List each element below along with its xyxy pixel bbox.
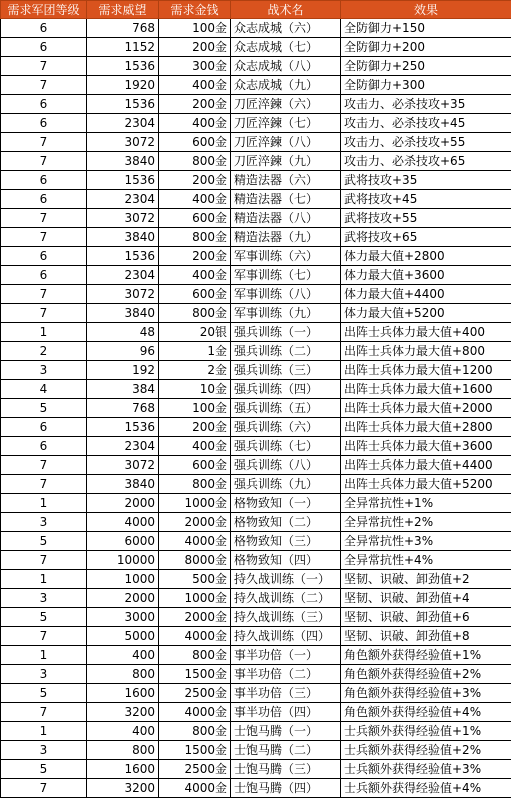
cell-legion-level: 7 bbox=[1, 76, 87, 95]
cell-prestige: 3200 bbox=[87, 703, 159, 722]
cell-money: 400金 bbox=[159, 190, 231, 209]
cell-tactic-name: 格物致知（四） bbox=[231, 551, 341, 570]
cell-prestige: 800 bbox=[87, 741, 159, 760]
table-row bbox=[1, 741, 511, 760]
cell-tactic-name: 精造法器（六） bbox=[231, 171, 341, 190]
cell-legion-level: 6 bbox=[1, 171, 87, 190]
cell-money: 1500金 bbox=[159, 665, 231, 684]
cell-prestige: 3840 bbox=[87, 228, 159, 247]
cell-tactic-name: 军事训练（八） bbox=[231, 285, 341, 304]
cell-effect: 体力最大值+5200 bbox=[341, 304, 511, 323]
cell-tactic-name: 军事训练（六） bbox=[231, 247, 341, 266]
table-row bbox=[1, 133, 511, 152]
cell-money: 400金 bbox=[159, 114, 231, 133]
table-row bbox=[1, 456, 511, 475]
cell-effect: 出阵士兵体力最大值+1600 bbox=[341, 380, 511, 399]
table-row bbox=[1, 646, 511, 665]
cell-tactic-name: 强兵训练（五） bbox=[231, 399, 341, 418]
cell-prestige: 3840 bbox=[87, 152, 159, 171]
cell-effect: 士兵额外获得经验值+3% bbox=[341, 760, 511, 779]
cell-legion-level: 7 bbox=[1, 475, 87, 494]
cell-money: 800金 bbox=[159, 646, 231, 665]
cell-money: 4000金 bbox=[159, 627, 231, 646]
cell-effect: 出阵士兵体力最大值+4400 bbox=[341, 456, 511, 475]
cell-money: 20银 bbox=[159, 323, 231, 342]
cell-effect: 全异常抗性+4% bbox=[341, 551, 511, 570]
cell-effect: 角色额外获得经验值+4% bbox=[341, 703, 511, 722]
table-row bbox=[1, 266, 511, 285]
cell-effect: 角色额外获得经验值+2% bbox=[341, 665, 511, 684]
cell-effect: 全异常抗性+2% bbox=[341, 513, 511, 532]
cell-money: 200金 bbox=[159, 38, 231, 57]
cell-money: 300金 bbox=[159, 57, 231, 76]
cell-legion-level: 3 bbox=[1, 513, 87, 532]
cell-tactic-name: 刀匠淬鍊（九） bbox=[231, 152, 341, 171]
cell-money: 600金 bbox=[159, 133, 231, 152]
cell-effect: 全防御力+200 bbox=[341, 38, 511, 57]
cell-prestige: 2304 bbox=[87, 437, 159, 456]
header-tactic-name: 战术名 bbox=[231, 1, 341, 19]
cell-legion-level: 5 bbox=[1, 684, 87, 703]
cell-effect: 全防御力+250 bbox=[341, 57, 511, 76]
cell-money: 500金 bbox=[159, 570, 231, 589]
table-row bbox=[1, 171, 511, 190]
cell-legion-level: 5 bbox=[1, 399, 87, 418]
cell-tactic-name: 刀匠淬鍊（六） bbox=[231, 95, 341, 114]
cell-money: 1000金 bbox=[159, 494, 231, 513]
cell-legion-level: 3 bbox=[1, 589, 87, 608]
cell-prestige: 400 bbox=[87, 722, 159, 741]
cell-money: 400金 bbox=[159, 437, 231, 456]
cell-effect: 坚韧、识破、卸劲值+6 bbox=[341, 608, 511, 627]
cell-legion-level: 6 bbox=[1, 38, 87, 57]
cell-money: 1金 bbox=[159, 342, 231, 361]
cell-legion-level: 6 bbox=[1, 19, 87, 38]
cell-effect: 全异常抗性+3% bbox=[341, 532, 511, 551]
table-row bbox=[1, 19, 511, 38]
cell-money: 800金 bbox=[159, 228, 231, 247]
cell-prestige: 4000 bbox=[87, 513, 159, 532]
cell-prestige: 3000 bbox=[87, 608, 159, 627]
cell-legion-level: 7 bbox=[1, 703, 87, 722]
table-row bbox=[1, 114, 511, 133]
cell-prestige: 1920 bbox=[87, 76, 159, 95]
cell-legion-level: 3 bbox=[1, 361, 87, 380]
table-row bbox=[1, 779, 511, 798]
table-row bbox=[1, 475, 511, 494]
table-row bbox=[1, 722, 511, 741]
cell-tactic-name: 军事训练（九） bbox=[231, 304, 341, 323]
cell-effect: 攻击力、必杀技攻+45 bbox=[341, 114, 511, 133]
cell-money: 2金 bbox=[159, 361, 231, 380]
cell-legion-level: 6 bbox=[1, 418, 87, 437]
cell-tactic-name: 精造法器（八） bbox=[231, 209, 341, 228]
cell-prestige: 1536 bbox=[87, 418, 159, 437]
table-row bbox=[1, 760, 511, 779]
table-row bbox=[1, 304, 511, 323]
cell-tactic-name: 持久战训练（二） bbox=[231, 589, 341, 608]
cell-effect: 全异常抗性+1% bbox=[341, 494, 511, 513]
cell-money: 800金 bbox=[159, 304, 231, 323]
cell-legion-level: 7 bbox=[1, 779, 87, 798]
cell-money: 200金 bbox=[159, 95, 231, 114]
cell-tactic-name: 士饱马腾（四） bbox=[231, 779, 341, 798]
cell-legion-level: 7 bbox=[1, 152, 87, 171]
cell-tactic-name: 事半功倍（四） bbox=[231, 703, 341, 722]
cell-prestige: 2304 bbox=[87, 114, 159, 133]
cell-tactic-name: 格物致知（三） bbox=[231, 532, 341, 551]
cell-money: 200金 bbox=[159, 171, 231, 190]
cell-prestige: 800 bbox=[87, 665, 159, 684]
cell-effect: 体力最大值+3600 bbox=[341, 266, 511, 285]
cell-money: 800金 bbox=[159, 722, 231, 741]
cell-prestige: 1000 bbox=[87, 570, 159, 589]
table-row bbox=[1, 532, 511, 551]
table-row bbox=[1, 190, 511, 209]
table-row bbox=[1, 380, 511, 399]
cell-money: 100金 bbox=[159, 399, 231, 418]
table-row bbox=[1, 570, 511, 589]
cell-prestige: 3072 bbox=[87, 209, 159, 228]
cell-effect: 武将技攻+35 bbox=[341, 171, 511, 190]
cell-effect: 出阵士兵体力最大值+400 bbox=[341, 323, 511, 342]
cell-tactic-name: 格物致知（二） bbox=[231, 513, 341, 532]
cell-legion-level: 6 bbox=[1, 437, 87, 456]
cell-tactic-name: 强兵训练（七） bbox=[231, 437, 341, 456]
cell-effect: 出阵士兵体力最大值+1200 bbox=[341, 361, 511, 380]
cell-effect: 全防御力+300 bbox=[341, 76, 511, 95]
cell-prestige: 48 bbox=[87, 323, 159, 342]
cell-legion-level: 1 bbox=[1, 722, 87, 741]
cell-legion-level: 6 bbox=[1, 95, 87, 114]
cell-effect: 体力最大值+4400 bbox=[341, 285, 511, 304]
cell-tactic-name: 士饱马腾（一） bbox=[231, 722, 341, 741]
cell-legion-level: 6 bbox=[1, 114, 87, 133]
cell-tactic-name: 强兵训练（四） bbox=[231, 380, 341, 399]
cell-prestige: 3840 bbox=[87, 475, 159, 494]
cell-prestige: 1536 bbox=[87, 57, 159, 76]
table-row bbox=[1, 513, 511, 532]
table-row bbox=[1, 589, 511, 608]
cell-tactic-name: 众志成城（七） bbox=[231, 38, 341, 57]
table-row bbox=[1, 437, 511, 456]
cell-effect: 角色额外获得经验值+1% bbox=[341, 646, 511, 665]
table-row bbox=[1, 38, 511, 57]
cell-legion-level: 4 bbox=[1, 380, 87, 399]
cell-effect: 出阵士兵体力最大值+2800 bbox=[341, 418, 511, 437]
table-row bbox=[1, 323, 511, 342]
cell-money: 2000金 bbox=[159, 513, 231, 532]
table-row bbox=[1, 285, 511, 304]
header-prestige: 需求威望 bbox=[87, 1, 159, 19]
cell-prestige: 3072 bbox=[87, 133, 159, 152]
cell-money: 800金 bbox=[159, 152, 231, 171]
cell-money: 10金 bbox=[159, 380, 231, 399]
table-row bbox=[1, 703, 511, 722]
cell-legion-level: 1 bbox=[1, 570, 87, 589]
cell-money: 8000金 bbox=[159, 551, 231, 570]
cell-tactic-name: 强兵训练（三） bbox=[231, 361, 341, 380]
cell-money: 4000金 bbox=[159, 703, 231, 722]
cell-money: 1000金 bbox=[159, 589, 231, 608]
table-row bbox=[1, 247, 511, 266]
cell-prestige: 384 bbox=[87, 380, 159, 399]
cell-legion-level: 2 bbox=[1, 342, 87, 361]
cell-legion-level: 7 bbox=[1, 285, 87, 304]
table-row bbox=[1, 399, 511, 418]
cell-tactic-name: 精造法器（七） bbox=[231, 190, 341, 209]
cell-money: 600金 bbox=[159, 285, 231, 304]
table-row bbox=[1, 342, 511, 361]
cell-prestige: 2304 bbox=[87, 190, 159, 209]
table-row bbox=[1, 627, 511, 646]
cell-legion-level: 7 bbox=[1, 209, 87, 228]
cell-prestige: 5000 bbox=[87, 627, 159, 646]
cell-tactic-name: 军事训练（七） bbox=[231, 266, 341, 285]
cell-legion-level: 7 bbox=[1, 228, 87, 247]
cell-effect: 攻击力、必杀技攻+55 bbox=[341, 133, 511, 152]
cell-effect: 出阵士兵体力最大值+5200 bbox=[341, 475, 511, 494]
cell-tactic-name: 士饱马腾（二） bbox=[231, 741, 341, 760]
cell-tactic-name: 持久战训练（三） bbox=[231, 608, 341, 627]
cell-effect: 士兵额外获得经验值+1% bbox=[341, 722, 511, 741]
cell-tactic-name: 持久战训练（四） bbox=[231, 627, 341, 646]
cell-effect: 全防御力+150 bbox=[341, 19, 511, 38]
cell-legion-level: 3 bbox=[1, 665, 87, 684]
cell-money: 200金 bbox=[159, 418, 231, 437]
cell-effect: 武将技攻+65 bbox=[341, 228, 511, 247]
cell-effect: 体力最大值+2800 bbox=[341, 247, 511, 266]
cell-effect: 出阵士兵体力最大值+3600 bbox=[341, 437, 511, 456]
cell-prestige: 1536 bbox=[87, 95, 159, 114]
cell-tactic-name: 强兵训练（八） bbox=[231, 456, 341, 475]
cell-money: 2500金 bbox=[159, 684, 231, 703]
cell-legion-level: 7 bbox=[1, 133, 87, 152]
table-row bbox=[1, 684, 511, 703]
cell-legion-level: 7 bbox=[1, 627, 87, 646]
table-header-row bbox=[1, 1, 511, 19]
cell-prestige: 2000 bbox=[87, 589, 159, 608]
table-row bbox=[1, 418, 511, 437]
cell-legion-level: 1 bbox=[1, 646, 87, 665]
cell-legion-level: 3 bbox=[1, 741, 87, 760]
table-row bbox=[1, 76, 511, 95]
cell-legion-level: 1 bbox=[1, 323, 87, 342]
cell-money: 200金 bbox=[159, 247, 231, 266]
cell-legion-level: 1 bbox=[1, 494, 87, 513]
cell-tactic-name: 事半功倍（一） bbox=[231, 646, 341, 665]
table-row bbox=[1, 494, 511, 513]
cell-money: 600金 bbox=[159, 456, 231, 475]
cell-effect: 士兵额外获得经验值+2% bbox=[341, 741, 511, 760]
cell-legion-level: 7 bbox=[1, 551, 87, 570]
cell-money: 4000金 bbox=[159, 779, 231, 798]
cell-prestige: 1600 bbox=[87, 760, 159, 779]
table-row bbox=[1, 228, 511, 247]
cell-legion-level: 6 bbox=[1, 247, 87, 266]
cell-money: 100金 bbox=[159, 19, 231, 38]
table-row bbox=[1, 665, 511, 684]
cell-prestige: 3200 bbox=[87, 779, 159, 798]
cell-legion-level: 7 bbox=[1, 456, 87, 475]
cell-tactic-name: 刀匠淬鍊（七） bbox=[231, 114, 341, 133]
cell-effect: 攻击力、必杀技攻+65 bbox=[341, 152, 511, 171]
cell-prestige: 3072 bbox=[87, 285, 159, 304]
cell-legion-level: 7 bbox=[1, 57, 87, 76]
table-row bbox=[1, 608, 511, 627]
cell-money: 1500金 bbox=[159, 741, 231, 760]
cell-tactic-name: 众志成城（六） bbox=[231, 19, 341, 38]
cell-tactic-name: 事半功倍（三） bbox=[231, 684, 341, 703]
cell-prestige: 10000 bbox=[87, 551, 159, 570]
cell-tactic-name: 强兵训练（一） bbox=[231, 323, 341, 342]
cell-effect: 角色额外获得经验值+3% bbox=[341, 684, 511, 703]
cell-prestige: 96 bbox=[87, 342, 159, 361]
cell-prestige: 400 bbox=[87, 646, 159, 665]
cell-prestige: 3840 bbox=[87, 304, 159, 323]
cell-tactic-name: 士饱马腾（三） bbox=[231, 760, 341, 779]
table-row bbox=[1, 95, 511, 114]
cell-legion-level: 5 bbox=[1, 760, 87, 779]
cell-money: 4000金 bbox=[159, 532, 231, 551]
cell-prestige: 768 bbox=[87, 19, 159, 38]
cell-prestige: 6000 bbox=[87, 532, 159, 551]
cell-money: 2500金 bbox=[159, 760, 231, 779]
cell-effect: 攻击力、必杀技攻+35 bbox=[341, 95, 511, 114]
header-effect: 效果 bbox=[341, 1, 511, 19]
table-row bbox=[1, 152, 511, 171]
cell-effect: 坚韧、识破、卸劲值+8 bbox=[341, 627, 511, 646]
cell-tactic-name: 强兵训练（二） bbox=[231, 342, 341, 361]
cell-tactic-name: 众志成城（九） bbox=[231, 76, 341, 95]
cell-tactic-name: 持久战训练（一） bbox=[231, 570, 341, 589]
cell-prestige: 2000 bbox=[87, 494, 159, 513]
cell-money: 400金 bbox=[159, 76, 231, 95]
table-row bbox=[1, 209, 511, 228]
table-body bbox=[1, 19, 511, 798]
cell-effect: 坚韧、识破、卸劲值+2 bbox=[341, 570, 511, 589]
cell-legion-level: 5 bbox=[1, 608, 87, 627]
cell-money: 400金 bbox=[159, 266, 231, 285]
cell-prestige: 1536 bbox=[87, 171, 159, 190]
cell-money: 2000金 bbox=[159, 608, 231, 627]
cell-tactic-name: 事半功倍（二） bbox=[231, 665, 341, 684]
header-money: 需求金钱 bbox=[159, 1, 231, 19]
cell-prestige: 2304 bbox=[87, 266, 159, 285]
cell-tactic-name: 强兵训练（九） bbox=[231, 475, 341, 494]
cell-prestige: 1536 bbox=[87, 247, 159, 266]
header-legion-level: 需求军团等级 bbox=[1, 1, 87, 19]
cell-tactic-name: 刀匠淬鍊（八） bbox=[231, 133, 341, 152]
cell-tactic-name: 众志成城（八） bbox=[231, 57, 341, 76]
cell-effect: 武将技攻+55 bbox=[341, 209, 511, 228]
cell-prestige: 1152 bbox=[87, 38, 159, 57]
cell-tactic-name: 精造法器（九） bbox=[231, 228, 341, 247]
cell-legion-level: 6 bbox=[1, 266, 87, 285]
cell-money: 800金 bbox=[159, 475, 231, 494]
table-row bbox=[1, 361, 511, 380]
table-row bbox=[1, 551, 511, 570]
cell-legion-level: 7 bbox=[1, 304, 87, 323]
cell-effect: 武将技攻+45 bbox=[341, 190, 511, 209]
cell-legion-level: 6 bbox=[1, 190, 87, 209]
cell-prestige: 192 bbox=[87, 361, 159, 380]
cell-effect: 坚韧、识破、卸劲值+4 bbox=[341, 589, 511, 608]
cell-prestige: 1600 bbox=[87, 684, 159, 703]
table-row bbox=[1, 57, 511, 76]
cell-prestige: 768 bbox=[87, 399, 159, 418]
cell-prestige: 3072 bbox=[87, 456, 159, 475]
cell-effect: 出阵士兵体力最大值+800 bbox=[341, 342, 511, 361]
cell-tactic-name: 格物致知（一） bbox=[231, 494, 341, 513]
cell-effect: 士兵额外获得经验值+4% bbox=[341, 779, 511, 798]
cell-effect: 出阵士兵体力最大值+2000 bbox=[341, 399, 511, 418]
cell-legion-level: 5 bbox=[1, 532, 87, 551]
cell-money: 600金 bbox=[159, 209, 231, 228]
cell-tactic-name: 强兵训练（六） bbox=[231, 418, 341, 437]
